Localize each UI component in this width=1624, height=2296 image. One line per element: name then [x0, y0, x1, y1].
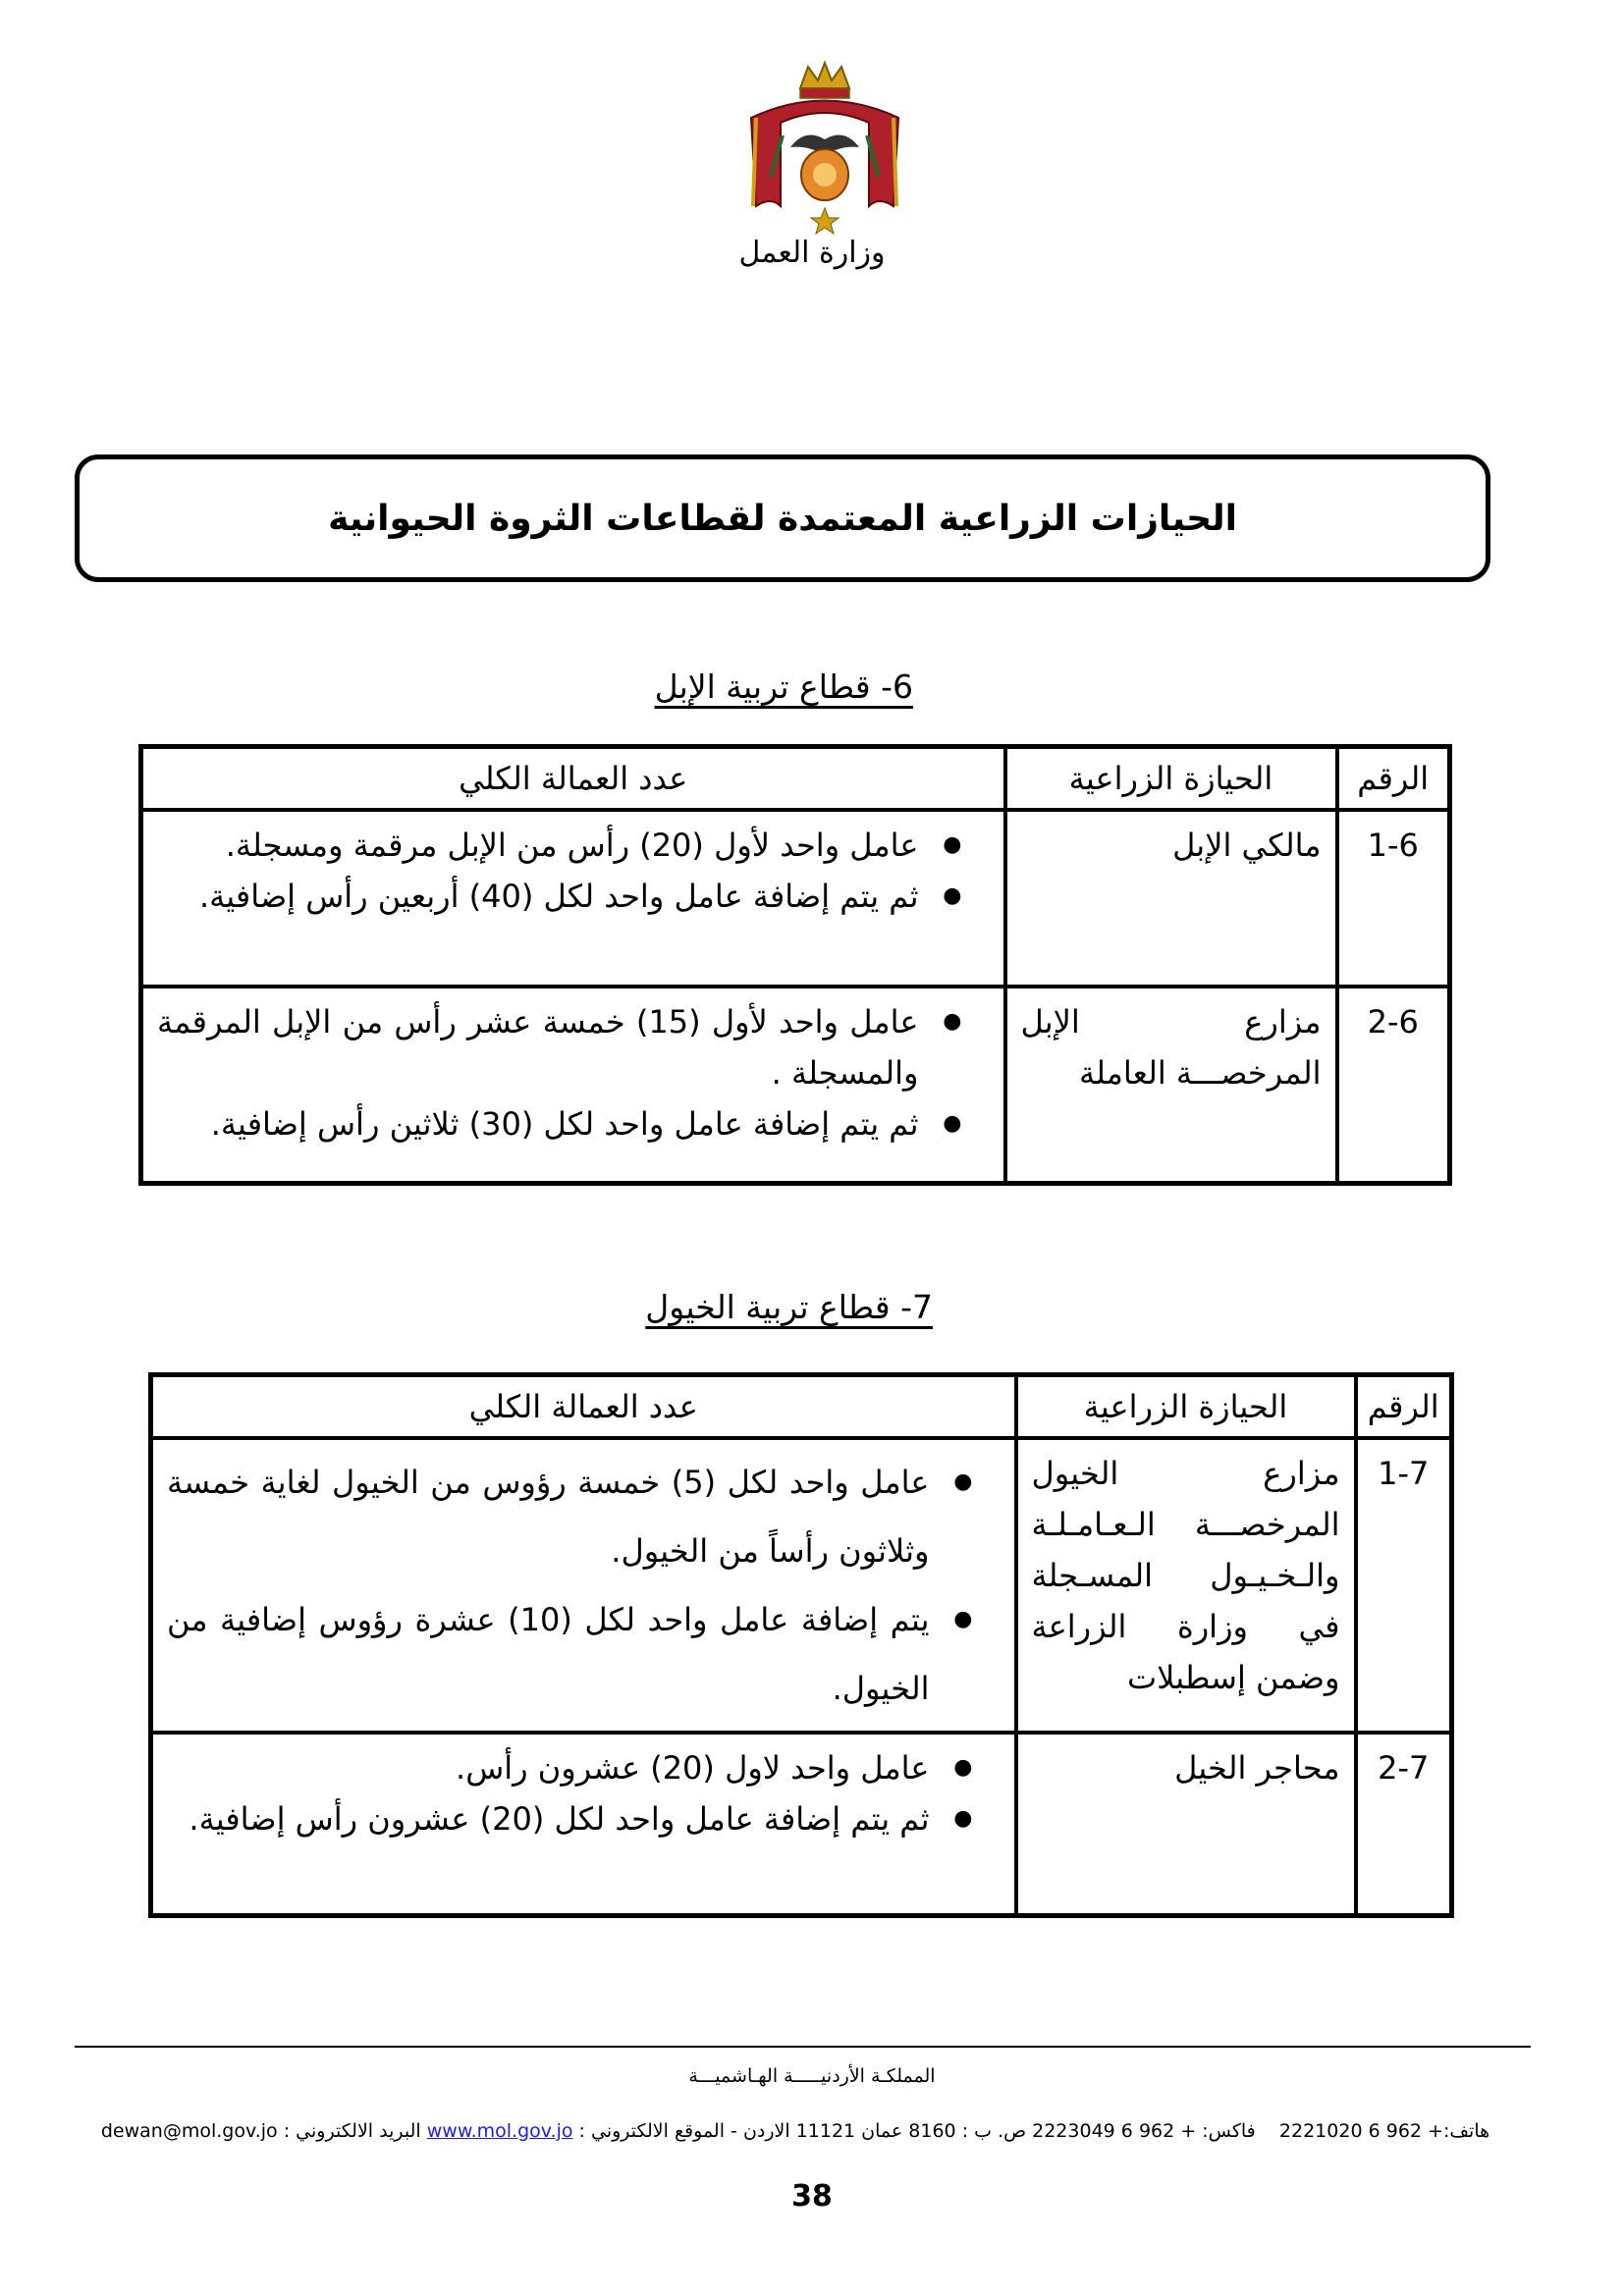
header-labor: عدد العمالة الكلي — [151, 1375, 1016, 1439]
header-holding: الحيازة الزراعية — [1016, 1375, 1356, 1439]
row-labor — [151, 1733, 1016, 1915]
section-6-heading: 6- قطاع تربية الإبل — [654, 667, 913, 706]
camel-sector-table — [138, 744, 1452, 1186]
header-labor: عدد العمالة الكلي — [141, 747, 1005, 811]
row-labor — [151, 1438, 1016, 1733]
labor-bullet: ● عامل واحد لكل (5) خمسة رؤوس من الخيول لغاية خمسة وثلاثون رأساً من الخيول. — [167, 1448, 973, 1585]
section-7-heading: 7- قطاع تربية الخيول — [645, 1288, 933, 1326]
horse-sector-table — [148, 1372, 1454, 1918]
row-holding: مزارع الإبل المرخصـــة العاملة — [1005, 987, 1337, 1183]
row-holding: مالكي الإبل — [1005, 810, 1337, 987]
footer-kingdom-name: المملكـة الأردنيـــــة الهـاشميـــة — [688, 2065, 936, 2087]
table-header-row — [151, 1375, 1452, 1439]
footer-email-label: البريد الالكتروني : — [283, 2120, 421, 2142]
jordan-coat-of-arms-icon — [731, 59, 918, 236]
footer-email[interactable]: dewan@mol.gov.jo — [100, 2120, 278, 2142]
page-title: الحيازات الزراعية المعتمدة لقطاعات الثروة الحيوانية — [328, 498, 1237, 539]
table-header-row — [141, 747, 1450, 811]
row-holding: محاجر الخيل — [1016, 1733, 1356, 1915]
row-number: 2-7 — [1356, 1733, 1452, 1915]
row-number: 1-6 — [1337, 810, 1450, 987]
labor-bullet: ● عامل واحد لأول (15) خمسة عشر رأس من الإبل المرقمة والمسجلة . — [157, 996, 962, 1098]
footer-phone: هاتف:+ 962 6 2221020 — [1278, 2120, 1490, 2142]
footer-fax: فاكس: + 962 6 2223049 — [1032, 2120, 1256, 2142]
table-row — [151, 1733, 1452, 1915]
table-row — [141, 987, 1450, 1183]
header-holding: الحيازة الزراعية — [1005, 747, 1337, 811]
page-number: 38 — [791, 2179, 833, 2214]
table-row — [151, 1438, 1452, 1733]
ministry-name: وزارة العمل — [738, 236, 886, 270]
table-row — [141, 810, 1450, 987]
footer-website-link[interactable]: www.mol.gov.jo — [426, 2120, 573, 2142]
footer-contact-line — [98, 2120, 1492, 2142]
labor-bullet: ● ثم يتم إضافة عامل واحد لكل (40) أربعين رأس إضافية. — [157, 871, 962, 922]
header-number: الرقم — [1356, 1375, 1452, 1439]
row-number: 2-6 — [1337, 987, 1450, 1183]
title-box — [75, 454, 1490, 582]
footer-divider — [75, 2046, 1531, 2048]
labor-bullet: ● يتم إضافة عامل واحد لكل (10) عشرة رؤوس إضافية من الخيول. — [167, 1585, 973, 1723]
row-labor — [141, 987, 1005, 1183]
row-number: 1-7 — [1356, 1438, 1452, 1733]
footer-address: ص. ب : 8160 عمان 11121 الاردن - الموقع الالكتروني : — [578, 2120, 1027, 2142]
row-labor — [141, 810, 1005, 987]
header-number: الرقم — [1337, 747, 1450, 811]
labor-bullet: ● ثم يتم إضافة عامل واحد لكل (20) عشرون رأس إضافية. — [167, 1793, 973, 1844]
row-holding: مزارع الخيول المرخصـــة الـعـامـلـة والـخـيـول المسـجلة في وزارة الزراعة وضمن إسطبلات — [1016, 1438, 1356, 1733]
labor-bullet: ● عامل واحد لأول (20) رأس من الإبل مرقمة ومسجلة. — [157, 820, 962, 871]
labor-bullet: ● ثم يتم إضافة عامل واحد لكل (30) ثلاثين رأس إضافية. — [157, 1098, 962, 1149]
labor-bullet: ● عامل واحد لاول (20) عشرون رأس. — [167, 1742, 973, 1793]
